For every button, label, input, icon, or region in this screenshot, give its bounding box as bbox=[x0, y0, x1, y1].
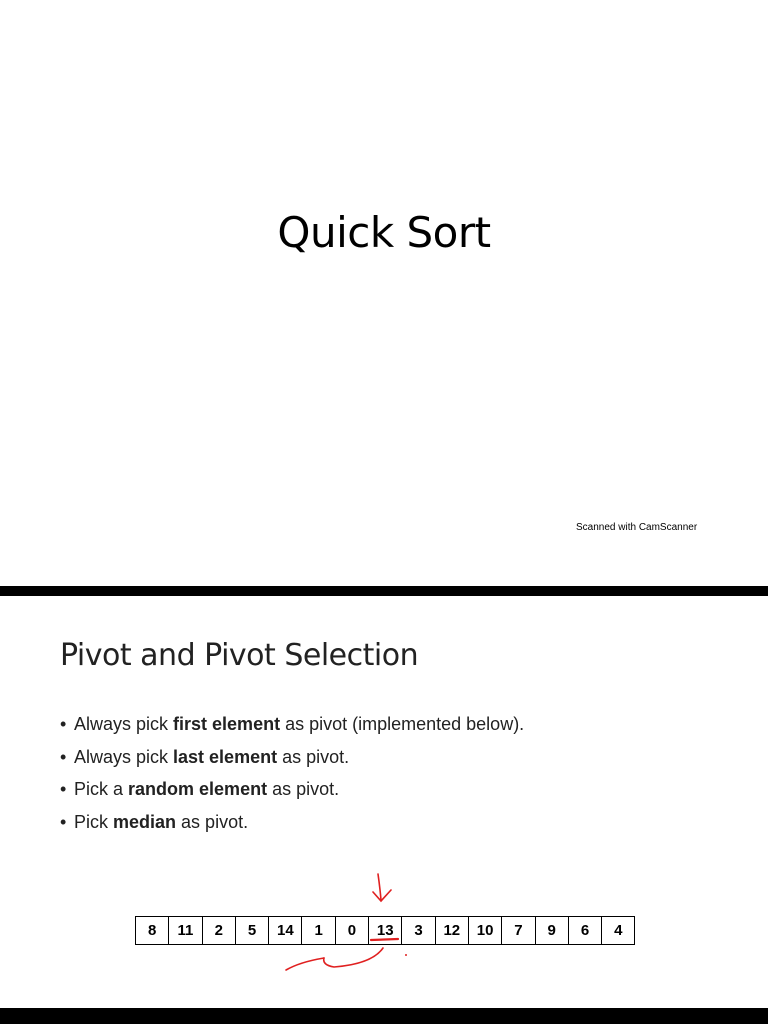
array-cell: 10 bbox=[469, 917, 502, 944]
ink-dot bbox=[405, 954, 407, 956]
bullet-item: • Always pick first element as pivot (implemented below). bbox=[60, 708, 524, 741]
array-cell: 5 bbox=[236, 917, 269, 944]
array-cell-pivot: 13 bbox=[369, 917, 402, 944]
array-cell: 6 bbox=[569, 917, 602, 944]
array-cell: 4 bbox=[602, 917, 635, 944]
array-cell: 7 bbox=[502, 917, 535, 944]
array-cell: 12 bbox=[436, 917, 469, 944]
down-arrow-icon bbox=[373, 874, 391, 901]
array-cell: 2 bbox=[203, 917, 236, 944]
array-cell: 0 bbox=[336, 917, 369, 944]
bullet-item: • Pick median as pivot. bbox=[60, 806, 524, 839]
array-cell: 8 bbox=[136, 917, 169, 944]
array-cell: 11 bbox=[169, 917, 202, 944]
bullet-item: • Pick a random element as pivot. bbox=[60, 773, 524, 806]
slide-pivot-selection bbox=[0, 596, 768, 1008]
page-divider bbox=[0, 1008, 768, 1024]
swap-arrow-icon bbox=[286, 948, 383, 970]
bullet-item: • Always pick last element as pivot. bbox=[60, 741, 524, 774]
array-table bbox=[135, 916, 635, 945]
array-cell: 9 bbox=[536, 917, 569, 944]
page-divider bbox=[0, 586, 768, 596]
scanner-watermark: Scanned with CamScanner bbox=[576, 522, 698, 533]
bullet-list bbox=[60, 708, 524, 838]
array-cell: 3 bbox=[402, 917, 435, 944]
slide-title: Quick Sort bbox=[277, 208, 491, 257]
array-cell: 1 bbox=[302, 917, 335, 944]
array-cell: 14 bbox=[269, 917, 302, 944]
slide-title: Pivot and Pivot Selection bbox=[60, 638, 419, 673]
